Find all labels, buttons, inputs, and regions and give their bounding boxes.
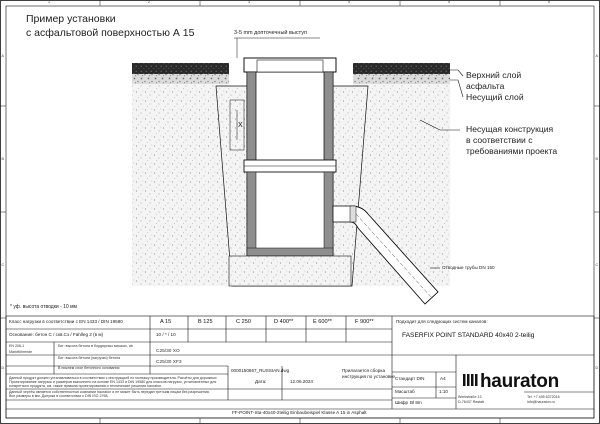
note-line-2: Проектирование нагрузок и размеров выполнено на основе EN 1433 и DIN 19580 для классов нагрузок, установленных для: [9, 380, 217, 384]
date-value: 12.06.2024: [290, 379, 313, 384]
hauraton-logo-mark: [462, 372, 478, 388]
remark-line-1: Прилагается сборка: [342, 368, 386, 373]
grid-row-d-right: D: [595, 366, 599, 370]
material-row-label: Основание: бетон C / скв.Сз / Fahlleg 2 (в м): [9, 332, 104, 337]
grid-col-1: 1: [48, 0, 50, 4]
spec-row-2-value: C25/30 XO: [156, 349, 180, 354]
spec-row-3-text: В нижнем слое бетонного основания: [58, 366, 120, 370]
load-class-e600: E 600**: [313, 319, 332, 325]
company-tel: Tel. +7 495 6372016: [527, 395, 560, 399]
svg-text:X: X: [238, 122, 243, 129]
info-product: FASERFIX POINT STANDARD 40x40 2-teilig: [402, 332, 535, 339]
grid-row-d: D: [1, 366, 5, 370]
company-address-2: D-76437 Rastatt: [458, 400, 485, 404]
label-top-layer-1: Верхний слой: [466, 70, 522, 80]
grid-row-c-right: C: [595, 263, 599, 267]
file-path: FF-POINT-Sta-40x40-2teilig Einbaubeispiel Klasse A 15 in Asphalt: [232, 410, 367, 415]
sheet-value: Bl 8m: [410, 400, 422, 405]
scale-label: Масштаб: [395, 389, 415, 394]
footer-note-2: Все размеры в мм. Допуски в соответствии с DIN ISO 2768.: [9, 394, 109, 398]
slope-note: * уф. высота отводки - 10 мм: [10, 304, 77, 310]
label-top-layer-2: асфальта: [466, 81, 505, 91]
doc-number: 0000150667_RUSSIAN.dwg: [231, 368, 290, 373]
label-structure-1: Несущая конструкция: [466, 124, 554, 134]
grid-col-6: 6: [548, 0, 550, 4]
grid-col-3: 3: [248, 0, 250, 4]
footer-note-1: Данный чертёж является собственностью компании hauraton и не может быть передан третьим лицам без разрешения.: [9, 390, 210, 394]
remark-line-2: инструкция по установке.: [342, 374, 397, 379]
spec-row-2-code: Marktführende: [9, 350, 33, 354]
label-structure-3: требованиями проекта: [466, 146, 558, 156]
load-class-d400: D 400**: [274, 319, 294, 325]
spec-row-1-code: EN 206-1: [9, 344, 25, 348]
pipe-note: Отводные трубы DN 150: [442, 265, 495, 270]
grid-row-b: B: [1, 157, 4, 161]
spec-row-3-value: C25/30 XF3: [156, 360, 182, 365]
logo-icon: [462, 372, 478, 388]
note-line-3: конкретного продукта, см. также правила проектирования и технические решения hauraton.: [9, 384, 163, 388]
load-row-label: Класс нагрузки в соответствии с EN 1433 / DIN 19580: [9, 319, 123, 324]
standard-label: Стандарт DIN: [395, 376, 425, 381]
note-line-1: Данный продукт должен устанавливаться в соответствии с инструкцией по монтажу производителя. Расчёты для дорожных: [9, 376, 217, 380]
grid-row-a: A: [1, 54, 4, 58]
drawing-title-line-2: с асфальтовой поверхностью А 15: [26, 27, 195, 39]
label-bearing-layer: Несущий слой: [466, 92, 524, 102]
load-class-c250: C 250: [236, 319, 251, 325]
grid-row-b-right: B: [595, 157, 598, 161]
date-label: Дата:: [255, 379, 267, 384]
spec-row-2-text: Бег: высота бетона (нагрузки) бетона: [58, 356, 121, 360]
company-address-1: Werkstraße 13: [458, 395, 482, 399]
drawing-title-line-1: Пример установки: [26, 13, 116, 25]
grid-row-a-right: A: [595, 54, 598, 58]
load-class-b125: B 125: [198, 319, 213, 325]
material-value: 10 / * / 10: [156, 332, 176, 337]
load-class-a15: A 15: [160, 319, 172, 325]
info-title: Подходит для следующих систем каналов:: [396, 319, 488, 324]
grid-col-4: 4: [348, 0, 350, 4]
load-class-f900: F 900**: [355, 319, 374, 325]
dimension-note: 3-5 mm допточечный выступ: [234, 30, 307, 36]
grid-col-2: 2: [148, 0, 150, 4]
spec-row-1-text: Бег: высота бетона в бордюрных мешках, ab: [58, 344, 133, 348]
sheet-label: Шифр: [395, 400, 409, 405]
grid-row-c: C: [1, 263, 5, 267]
format-value: A4: [440, 376, 446, 381]
label-structure-2: в соответствии с: [466, 135, 533, 145]
company-logo-text: hauraton: [480, 371, 559, 392]
scale-value: 1:10: [439, 389, 448, 394]
grid-col-5: 5: [448, 0, 450, 4]
company-email: info@hauraton.ru: [527, 400, 555, 404]
